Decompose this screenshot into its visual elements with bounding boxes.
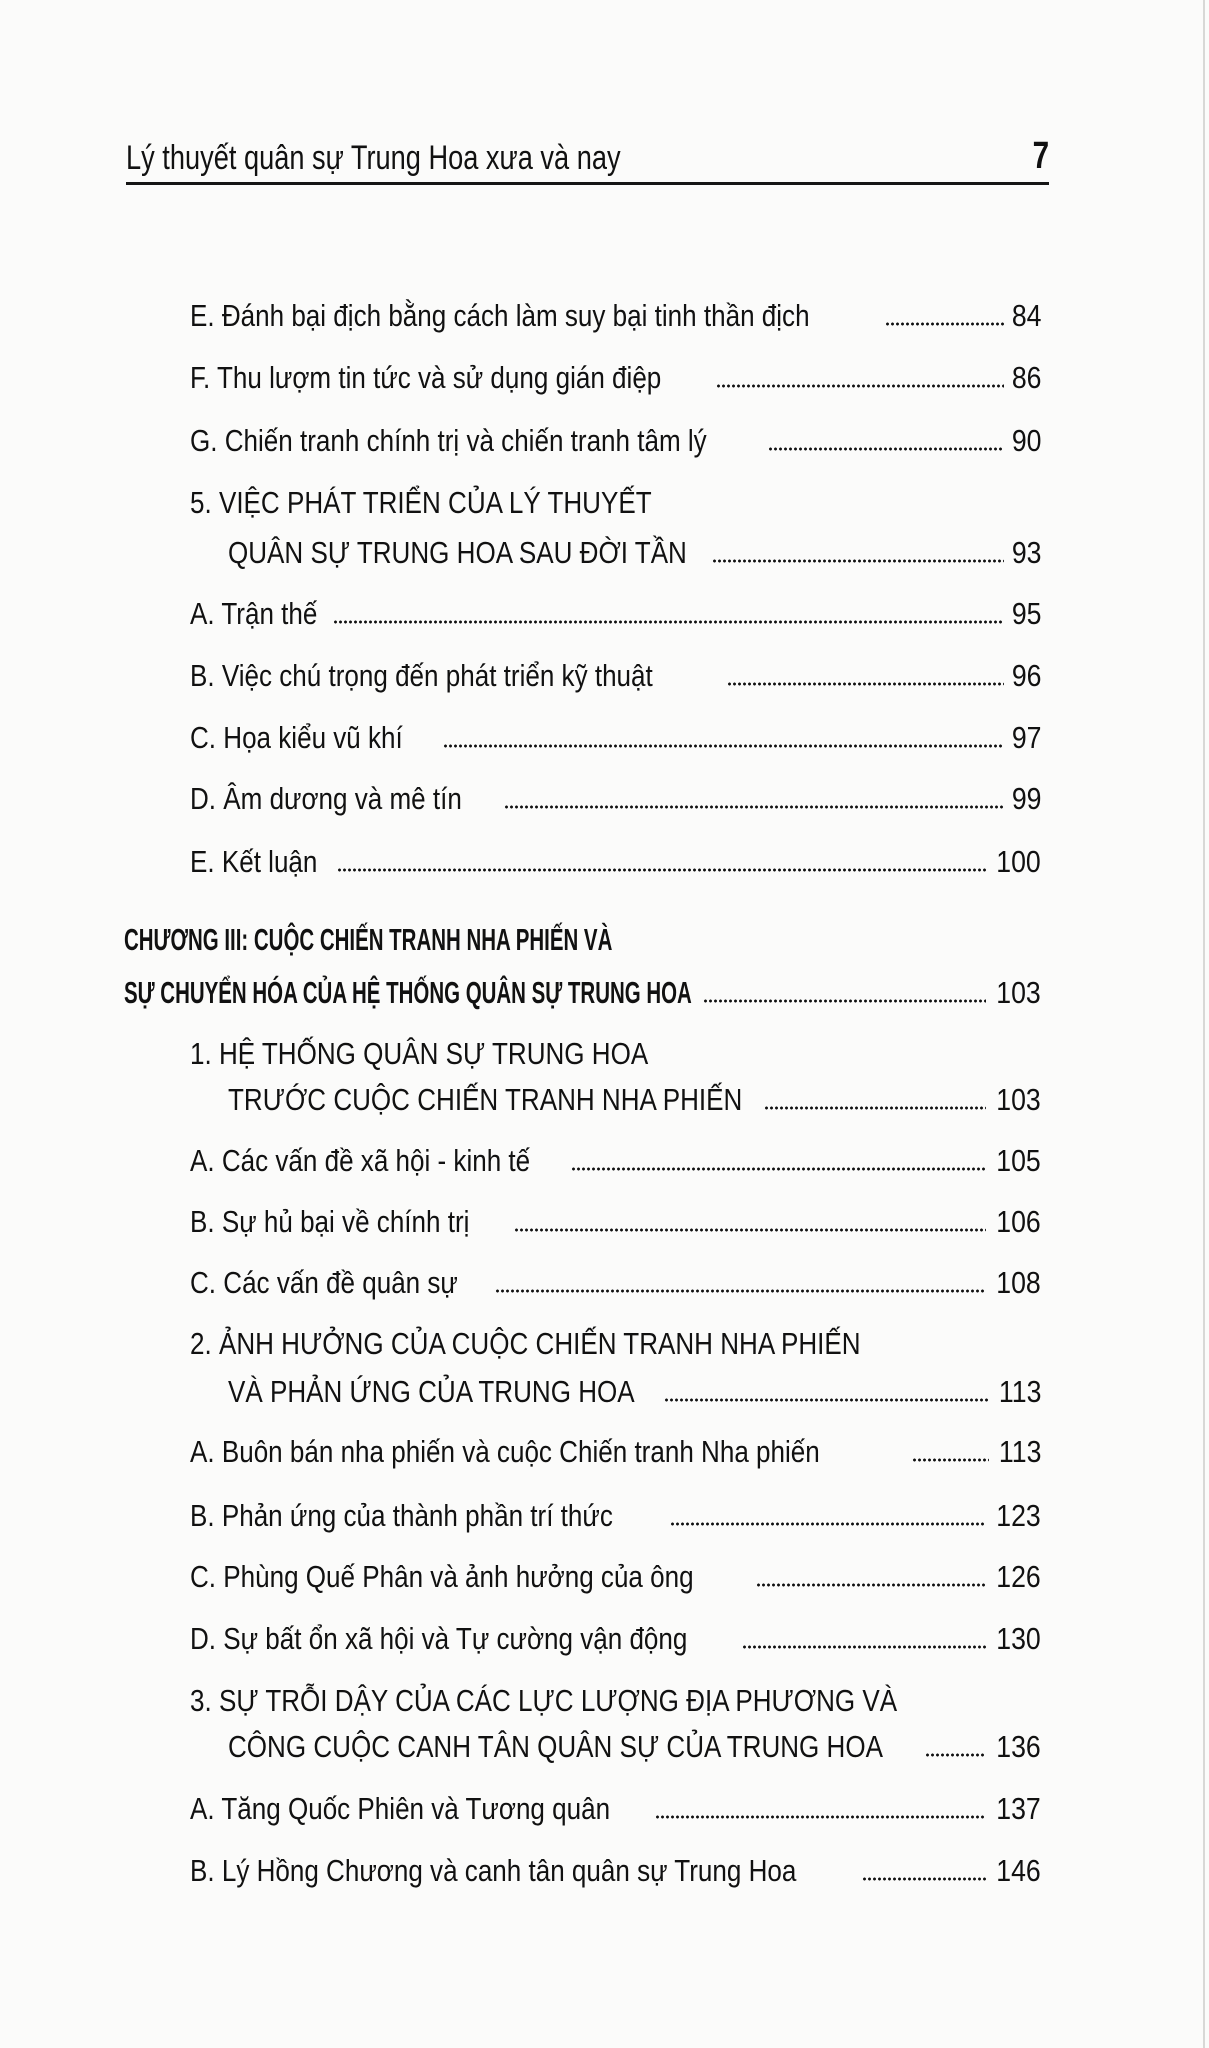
toc-page-number: 86 <box>1011 360 1041 395</box>
toc-page-number: 95 <box>1011 596 1041 631</box>
dot-leader <box>495 1289 986 1293</box>
toc-entry-title: B. Sự hủ bại về chính trị <box>190 1204 470 1239</box>
toc-page-number: 126 <box>996 1559 1041 1594</box>
dot-leader <box>514 1228 986 1232</box>
toc-page-number: 136 <box>996 1729 1041 1764</box>
dot-leader <box>768 447 1004 451</box>
toc-entry-title: 3. SỰ TRỖI DẬY CỦA CÁC LỰC LƯỢNG ĐỊA PHƯƠNG VÀ <box>190 1683 898 1718</box>
chapter-title: CHƯƠNG III: CUỘC CHIẾN TRANH NHA PHIẾN VÀ <box>124 922 613 957</box>
toc-page-number: 96 <box>1011 658 1041 693</box>
dot-leader <box>443 744 1004 748</box>
toc-entry-title: 2. ẢNH HƯỞNG CỦA CUỘC CHIẾN TRANH NHA PHIẾN <box>190 1326 861 1361</box>
running-title: Lý thuyết quân sự Trung Hoa xưa và nay <box>126 139 621 177</box>
toc-entry-title: C. Họa kiểu vũ khí <box>190 720 403 755</box>
toc-page-number: 100 <box>996 844 1041 879</box>
toc-page-number: 97 <box>1011 720 1041 755</box>
header-rule <box>126 182 1049 185</box>
toc-page-number: 123 <box>996 1498 1041 1533</box>
dot-leader <box>333 620 1004 624</box>
dot-leader <box>727 682 1004 686</box>
page-edge <box>1203 0 1205 2048</box>
dot-leader <box>670 1522 986 1526</box>
toc-entry-title: B. Phản ứng của thành phần trí thức <box>190 1498 613 1533</box>
chapter-title-continued: SỰ CHUYỂN HÓA CỦA HỆ THỐNG QUÂN SỰ TRUNG HOA <box>124 975 692 1010</box>
toc-page-number: 113 <box>998 1434 1041 1469</box>
toc-entry-title: B. Lý Hồng Chương và canh tân quân sự Trung Hoa <box>190 1853 797 1888</box>
toc-entry-title: B. Việc chú trọng đến phát triển kỹ thuật <box>190 658 653 693</box>
toc-entry-title: F. Thu lượm tin tức và sử dụng gián điệp <box>190 360 662 395</box>
toc-entry-title: 1. HỆ THỐNG QUÂN SỰ TRUNG HOA <box>190 1036 649 1071</box>
toc-entry-title: E. Đánh bại địch bằng cách làm suy bại tinh thần địch <box>190 298 810 333</box>
dot-leader <box>862 1877 986 1881</box>
dot-leader <box>764 1106 986 1110</box>
dot-leader <box>756 1583 986 1587</box>
toc-page-number: 93 <box>1011 535 1041 570</box>
toc-page-number: 146 <box>996 1853 1041 1888</box>
toc-entry-title-continued: QUÂN SỰ TRUNG HOA SAU ĐỜI TẦN <box>228 535 687 570</box>
dot-leader <box>703 999 986 1003</box>
toc-entry-title: G. Chiến tranh chính trị và chiến tranh tâm lý <box>190 423 707 458</box>
toc-page-number: 103 <box>996 975 1041 1010</box>
toc-entry-title: A. Trận thế <box>190 596 318 631</box>
dot-leader <box>664 1398 989 1402</box>
toc-page-number: 113 <box>998 1374 1041 1409</box>
dot-leader <box>716 384 1004 388</box>
dot-leader <box>655 1815 986 1819</box>
toc-page-number: 103 <box>996 1082 1041 1117</box>
toc-entry-title: A. Buôn bán nha phiến và cuộc Chiến tranh Nha phiến <box>190 1434 820 1469</box>
dot-leader <box>571 1167 986 1171</box>
dot-leader <box>504 805 1004 809</box>
toc-entry-title: A. Các vấn đề xã hội - kinh tế <box>190 1143 531 1178</box>
toc-entry-title: E. Kết luận <box>190 844 318 879</box>
dot-leader <box>337 868 986 872</box>
dot-leader <box>885 322 1004 326</box>
toc-entry-title: C. Phùng Quế Phân và ảnh hưởng của ông <box>190 1559 694 1594</box>
toc-entry-title-continued: TRƯỚC CUỘC CHIẾN TRANH NHA PHIẾN <box>228 1082 743 1117</box>
dot-leader <box>925 1753 986 1757</box>
toc-page-number: 84 <box>1011 298 1041 333</box>
page-number: 7 <box>1032 135 1049 177</box>
toc-entry-title: D. Âm dương và mê tín <box>190 781 462 816</box>
toc-entry-title: D. Sự bất ổn xã hội và Tự cường vận động <box>190 1621 688 1656</box>
toc-entry-title-continued: VÀ PHẢN ỨNG CỦA TRUNG HOA <box>228 1374 635 1409</box>
toc-entry-title: C. Các vấn đề quân sự <box>190 1265 458 1300</box>
toc-entry-title-continued: CÔNG CUỘC CANH TÂN QUÂN SỰ CỦA TRUNG HOA <box>228 1729 883 1764</box>
dot-leader <box>712 559 1004 563</box>
toc-page-number: 130 <box>996 1621 1041 1656</box>
toc-page-number: 99 <box>1011 781 1041 816</box>
toc-page-number: 106 <box>996 1204 1041 1239</box>
toc-page-number: 108 <box>996 1265 1041 1300</box>
toc-page-number: 137 <box>996 1791 1041 1826</box>
toc-entry-title: 5. VIỆC PHÁT TRIỂN CỦA LÝ THUYẾT <box>190 485 652 520</box>
dot-leader <box>742 1645 986 1649</box>
dot-leader <box>912 1458 989 1462</box>
toc-entry-title: A. Tăng Quốc Phiên và Tương quân <box>190 1791 611 1826</box>
toc-page-number: 105 <box>996 1143 1041 1178</box>
toc-page-number: 90 <box>1011 423 1041 458</box>
